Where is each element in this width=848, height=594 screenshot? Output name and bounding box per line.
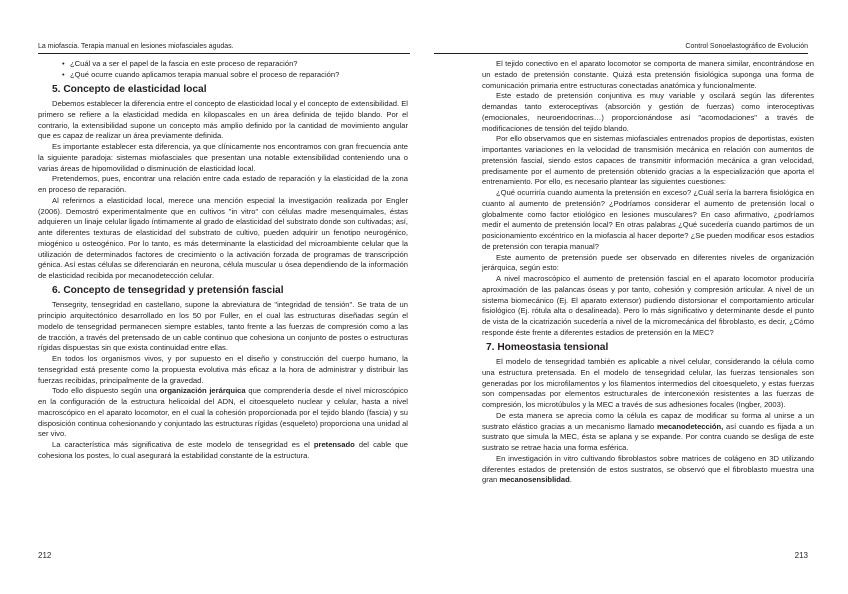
paragraph: Tensegrity, tensegridad en castellano, supone la abreviatura de "integridad de tensión". Se trata de un principio arquitectónico desarrollado en los 50 por Fuller, en el cual las estructuras diseñadas según el modelo de tensegridad permanecen siempre estables, tanto frente a las fuerzas de compresión como a las de tracción, a través del pretensado de un cable continuo que cohesiona un conjunto de postes o estructuras rígidas dispuestas sin que exista continuidad entre ellas. <box>38 300 408 353</box>
paragraph: Por ello observamos que en sistemas miofasciales entrenados propios de deportistas, existen importantes variaciones en la velocidad de transmisión mecánica en relación con aumentos de pretensión fascial, siendo estos capaces de transmitir información mecánica a gran velocidad, predisamente por el aumento de pretensión obtenido gracias a la especialización que aporta el entrenamiento. Por ello, es necesario plantear las siguientes cuestiones: <box>482 134 814 187</box>
paragraph: En todos los organismos vivos, y por supuesto en el diseño y construcción del cuerpo humano, la tensegridad está presente como la propuesta evolutiva más eficaz a la hora de administrar y distribuir las fuerzas recibidas, principalmente de la gravedad. <box>38 354 408 385</box>
text-run: En investigación in vitro cultivando fibroblastos sobre matrices de colágeno en 3D utilizando diferentes estados de pretensión de estos sustratos, se observó que el fibroblasto muestra una gran <box>482 453 814 485</box>
bold-term: mecanosensiblidad <box>499 475 570 485</box>
bold-term: organización jerárquica <box>159 386 246 396</box>
text-run: así cuando es fijada a un sustrato que simula la MEC, ésta se aplana y se expande. Por contra cuando se desliga de este sustrato se retrae hacia una forma esférica. <box>482 421 814 452</box>
paragraph <box>482 411 814 454</box>
page-number-left: 212 <box>38 551 52 560</box>
text-run: que comprendería desde el nivel microscópico en la configuración de la estructura helicoidal del ADN, el citoesqueleto nuclear y celular, hasta a nivel macroscópico en el aparato locomotor, en el cual la cohesión proporcionada por el tejido blando (fascia) y su disposición continua cohesionando y conjuntado las estructuras rígidas (esqueleto) proporciona una unidad al ser vivo. <box>38 386 408 439</box>
paragraph: Al referirnos a elasticidad local, merece una mención especial la investigación realizada por Engler (2006). Demostró experimentalmente que en cultivos "in vitro" con células madre mesenquimales, éstas adquieren un linaje celular ligado íntimamente al grado de elasticidad del substrato donde son cultivadas; así, ante diferentes texturas de elasticidad del substrato de cultivo, pueden adquirir un fenotipo neurogénico, miogénico u osteogénico. Por lo tanto, es más determinante la elasticidad del microambiente celular que la utilización de determinados factores de crecimiento o la activación forzada de programas de transcripción génica. Así estas células se diferenciarán en neurona, célula muscular u ósea dependiendo de la información de elasticidad recibida por mecanodetección celular. <box>38 195 408 280</box>
paragraph: A nivel macroscópico el aumento de pretensión fascial en el aparato locomotor produciría aproximación de las palancas óseas y por tanto, cohesión y compresión articular. A nivel de un sistema biomecánico (Ej. El aparato extensor) pudiendo distorsionar el comportamiento articular fisiológico (Ej. rótula alta o desalineada). Pero lo más significativo y determinante desde el punto de vista de la cicatrización sucedería a nivel de la micromecánica del fibroblasto, es decir, ¿Cómo responde éste frente a diferentes estadios de pretensión en la MEC? <box>482 274 814 337</box>
bold-term: pretensado <box>313 440 355 449</box>
text-run: La característica más significativa de este modelo de tensegridad es el <box>52 440 314 449</box>
paragraph <box>38 440 408 462</box>
section-7-heading: 7. Homeostasia tensional <box>486 341 609 353</box>
paragraph: ¿Qué ocurriría cuando aumenta la pretensión en exceso? ¿Cuál sería la barrera fisiológica en cuanto al aumento de pretensión? ¿Podríamos considerar el aumento de pretensión local o globalmente como factor etiológico en lesiones musculares? En caso afirmativo, ¿podríamos medir el aumento de pretensión local? En otras palabras ¿Qué sucedería cuando partimos de un posicionamiento excéntrico en la miofascia al hacer deporte? ¿Se pueden modificar esos estadios de pretensión con terapia manual? <box>482 188 814 251</box>
paragraph <box>38 386 408 440</box>
page-number-right: 213 <box>794 551 808 560</box>
paragraph: Este estado de pretensión conjuntiva es muy variable y oscilará según las diferentes demandas tanto exteroceptivas (absorción y gestión de fuerzas) como interoceptivas (emocionales, neuroendocrinas…) proporcionándose así "acomodaciones" a través de modificaciones de tensión del tejido blando. <box>482 91 814 133</box>
question-list <box>62 59 408 81</box>
paragraph: Debemos establecer la diferencia entre el concepto de elasticidad local y el concepto de extensibilidad. El primero se refiere a la elasticidad medida en kilopascales en un área definida de tejido blando. Por el contrario, la extensibilidad supone un concepto más amplio definido por la cantidad de movimiento angular que es capaz de realizar un área previamente definida. <box>38 99 408 141</box>
text-run: . <box>569 475 572 485</box>
running-head-left: La miofascia. Terapia manual en lesiones miofasciales agudas. <box>38 43 234 50</box>
header-rule-left <box>38 53 410 54</box>
right-page <box>424 0 848 594</box>
paragraph <box>482 454 814 486</box>
paragraph: El tejido conectivo en el aparato locomotor se comporta de manera similar, encontrándose en un estado de pretensión constante. Quizá esta pretensión fisiológica suponga una forma de comunicación primaria entre estructuras conectadas anatómica y funcionalmente. <box>482 59 814 90</box>
paragraph: El modelo de tensegridad también es aplicable a nivel celular, considerando la célula como una estructura pretensada. En el modelo de tensegridad celular, las fuerzas tensionales son generadas por los microfilamentos y los filamentos intermedios del citoesqueleto, y estas fuerzas son compensadas por elementos estructurales de interconexión resistentes a las fuerzas de compresión, los microtúbulos y la MEC a través de sus adhesiones focales (Ingber, 2003). <box>482 357 814 409</box>
text-run: Todo ello dispuesto según una <box>52 386 160 396</box>
list-item: • ¿Cuál va a ser el papel de la fascia en este proceso de reparación? <box>62 59 408 70</box>
paragraph: Pretendemos, pues, encontrar una relación entre cada estado de reparación y la elasticidad de la zona en proceso de reparación. <box>38 174 408 194</box>
text-run: De esta manera se aprecia como la célula es capaz de modificar su forma al unirse a un sustrato elástico gracias a un mecanismo llamado <box>482 410 814 431</box>
left-page-content <box>38 59 408 462</box>
section-5-heading: 5. Concepto de elasticidad local <box>52 83 207 95</box>
running-head-right: Control Sonoelastográfico de Evolución <box>685 43 808 50</box>
paragraph: Este aumento de pretensión puede ser observado en diferentes niveles de organización jerárquica, según esto: <box>482 252 814 273</box>
paragraph: Es importante establecer esta diferencia, ya que clínicamente nos encontramos con gran frecuencia ante la siguiente paradoja: sistemas miofasciales que presentan una notable extensibilidad conteniendo una o varias áreas de hipomovilidad o disminución de elasticidad local. <box>38 142 408 173</box>
bold-term: mecanodetección, <box>656 421 724 431</box>
text-run: del cable que cohesiona los postes, lo cual asegurará la estabilidad constante de la estructura. <box>38 440 408 460</box>
list-item: • ¿Qué ocurre cuando aplicamos terapia manual sobre el proceso de reparación? <box>62 70 408 81</box>
right-page-content <box>482 59 814 486</box>
header-rule-right <box>434 53 808 54</box>
section-6-heading: 6. Concepto de tensegridad y pretensión fascial <box>52 284 284 296</box>
